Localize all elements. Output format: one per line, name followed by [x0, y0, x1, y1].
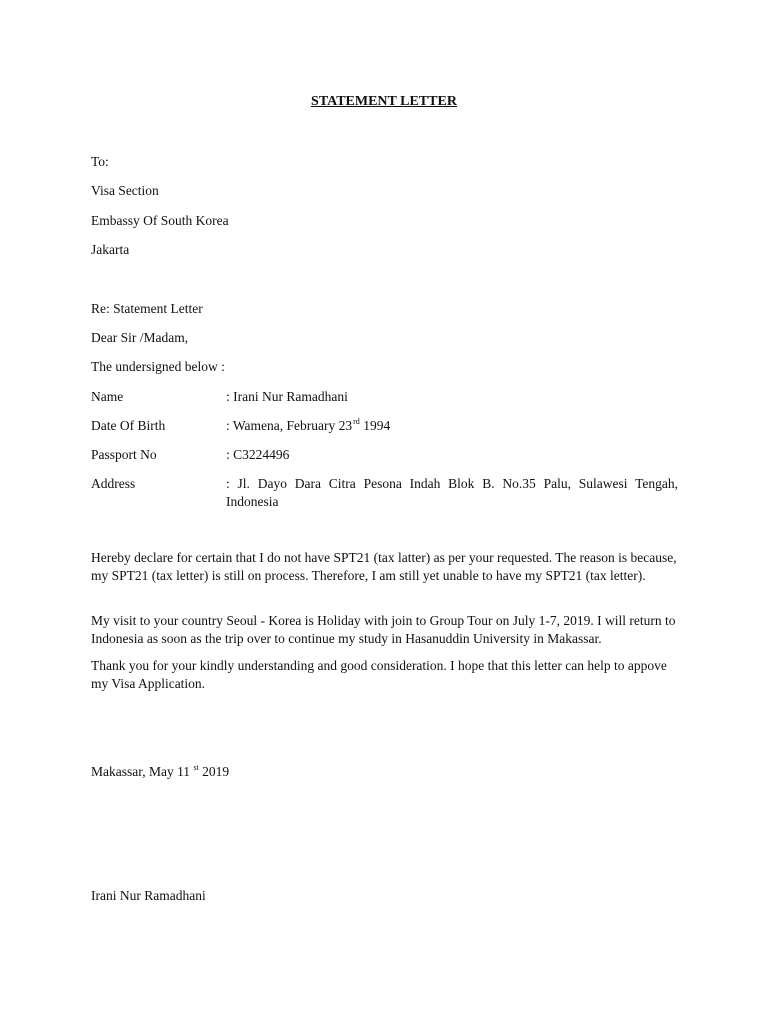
re-line: Re: Statement Letter — [91, 301, 203, 316]
place-date-ordinal: st — [193, 762, 199, 772]
paragraph-declaration: Hereby declare for certain that I do not have SPT21 (tax latter) as per your requested. The reason is because, my SPT21 (tax letter) is still on process. Therefore, I am still yet unable to have my SPT21 (tax letter). — [91, 550, 677, 583]
paragraph-visit: My visit to your country Seoul - Korea is Holiday with join to Group Tour on July 1-7, 2019. I will return to Indonesia as soon as the trip over to continue my study in Hasanuddin University in Makassar. — [91, 613, 676, 646]
passport-label: Passport No — [91, 447, 157, 462]
recipient-to-label: To: — [91, 154, 109, 169]
signature-name: Irani Nur Ramadhani — [91, 888, 206, 903]
recipient-line-2: Embassy Of South Korea — [91, 213, 229, 228]
place-date — [91, 763, 229, 781]
dob-value — [226, 417, 390, 435]
dob-ordinal: rd — [353, 416, 360, 426]
name-value: : Irani Nur Ramadhani — [226, 389, 348, 404]
recipient-line-1: Visa Section — [91, 183, 159, 198]
place-date-main: Makassar, May 11 — [91, 764, 191, 779]
intro-line: The undersigned below : — [91, 359, 225, 374]
dob-year: 1994 — [363, 418, 391, 433]
letter-title: STATEMENT LETTER — [311, 94, 457, 109]
paragraph-thanks: Thank you for your kindly understanding and good consideration. I hope that this letter can help to appove my Visa Application. — [91, 658, 667, 691]
salutation: Dear Sir /Madam, — [91, 330, 189, 345]
place-date-year: 2019 — [202, 764, 230, 779]
name-label: Name — [91, 389, 124, 404]
passport-value: : C3224496 — [226, 447, 290, 462]
address-value: : Jl. Dayo Dara Citra Pesona Indah Blok B. No.35 Palu, Sulawesi Tengah, Indonesia — [226, 476, 678, 509]
address-label: Address — [91, 476, 136, 491]
recipient-line-3: Jakarta — [91, 242, 130, 257]
dob-value-main: : Wamena, February 23 — [226, 418, 353, 433]
dob-label: Date Of Birth — [91, 418, 166, 433]
